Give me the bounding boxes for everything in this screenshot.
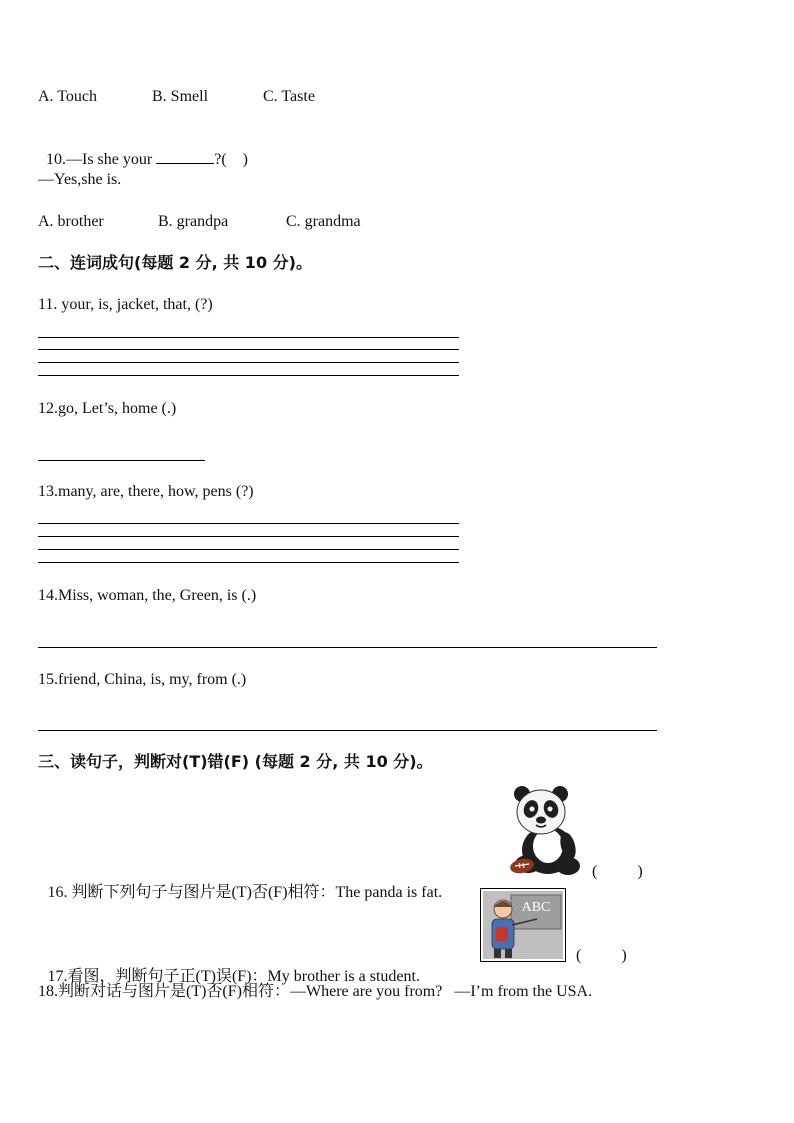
q13-answer-line[interactable]	[38, 536, 459, 537]
q17-answer-paren[interactable]: ( )	[576, 947, 627, 964]
q10-question	[38, 129, 248, 170]
section3-title: 三、读句子，判断对(T)错(F) (每题 2 分, 共 10 分)。	[38, 752, 433, 771]
q14-answer-line[interactable]	[38, 647, 657, 648]
q13-answer-line[interactable]	[38, 523, 459, 524]
q10-option-b: B. grandpa	[158, 213, 229, 230]
q14-prompt: 14.Miss, woman, the, Green, is (.)	[38, 587, 257, 604]
blackboard-text: ABC	[521, 900, 551, 915]
q9-option-c: C. Taste	[263, 88, 315, 105]
q10-question-prefix: 10.—Is she your	[46, 151, 157, 168]
q10-question-suffix: ?( )	[214, 151, 248, 168]
section2-title: 二、连词成句(每题 2 分, 共 10 分)。	[38, 253, 312, 272]
q18-prompt: 18.判断对话与图片是(T)否(F)相符：—Where are you from? —I’m from the USA.	[38, 983, 593, 1000]
q10-option-a: A. brother	[38, 213, 104, 230]
q15-answer-line[interactable]	[38, 730, 657, 731]
teacher-illustration	[480, 888, 566, 962]
q13-answer-line[interactable]	[38, 549, 459, 550]
q16-answer-paren[interactable]: ( )	[592, 863, 643, 880]
q11-answer-line[interactable]	[38, 375, 459, 376]
panda-illustration	[502, 784, 588, 878]
q17-text: 17.看图，判断句子正(T)误(F)：My brother is a student.	[47, 968, 420, 985]
q10-option-c: C. grandma	[286, 213, 361, 230]
q15-prompt: 15.friend, China, is, my, from (.)	[38, 671, 247, 688]
q13-answer-line[interactable]	[38, 562, 459, 563]
q17-prompt	[38, 946, 420, 987]
q10-blank[interactable]	[156, 149, 214, 164]
q16-prompt	[38, 862, 442, 903]
q11-prompt: 11. your, is, jacket, that, (?)	[38, 296, 213, 313]
q10-answer: —Yes,she is.	[38, 171, 122, 188]
q12-prompt: 12.go, Let’s, home (.)	[38, 400, 177, 417]
q12-answer-line[interactable]	[38, 460, 205, 461]
q11-answer-line[interactable]	[38, 337, 459, 338]
q9-option-a: A. Touch	[38, 88, 98, 105]
q11-answer-line[interactable]	[38, 349, 459, 350]
q16-text: 16. 判断下列句子与图片是(T)否(F)相符：The panda is fat.	[47, 884, 443, 901]
q13-prompt: 13.many, are, there, how, pens (?)	[38, 483, 254, 500]
q11-answer-line[interactable]	[38, 362, 459, 363]
q9-option-b: B. Smell	[152, 88, 209, 105]
